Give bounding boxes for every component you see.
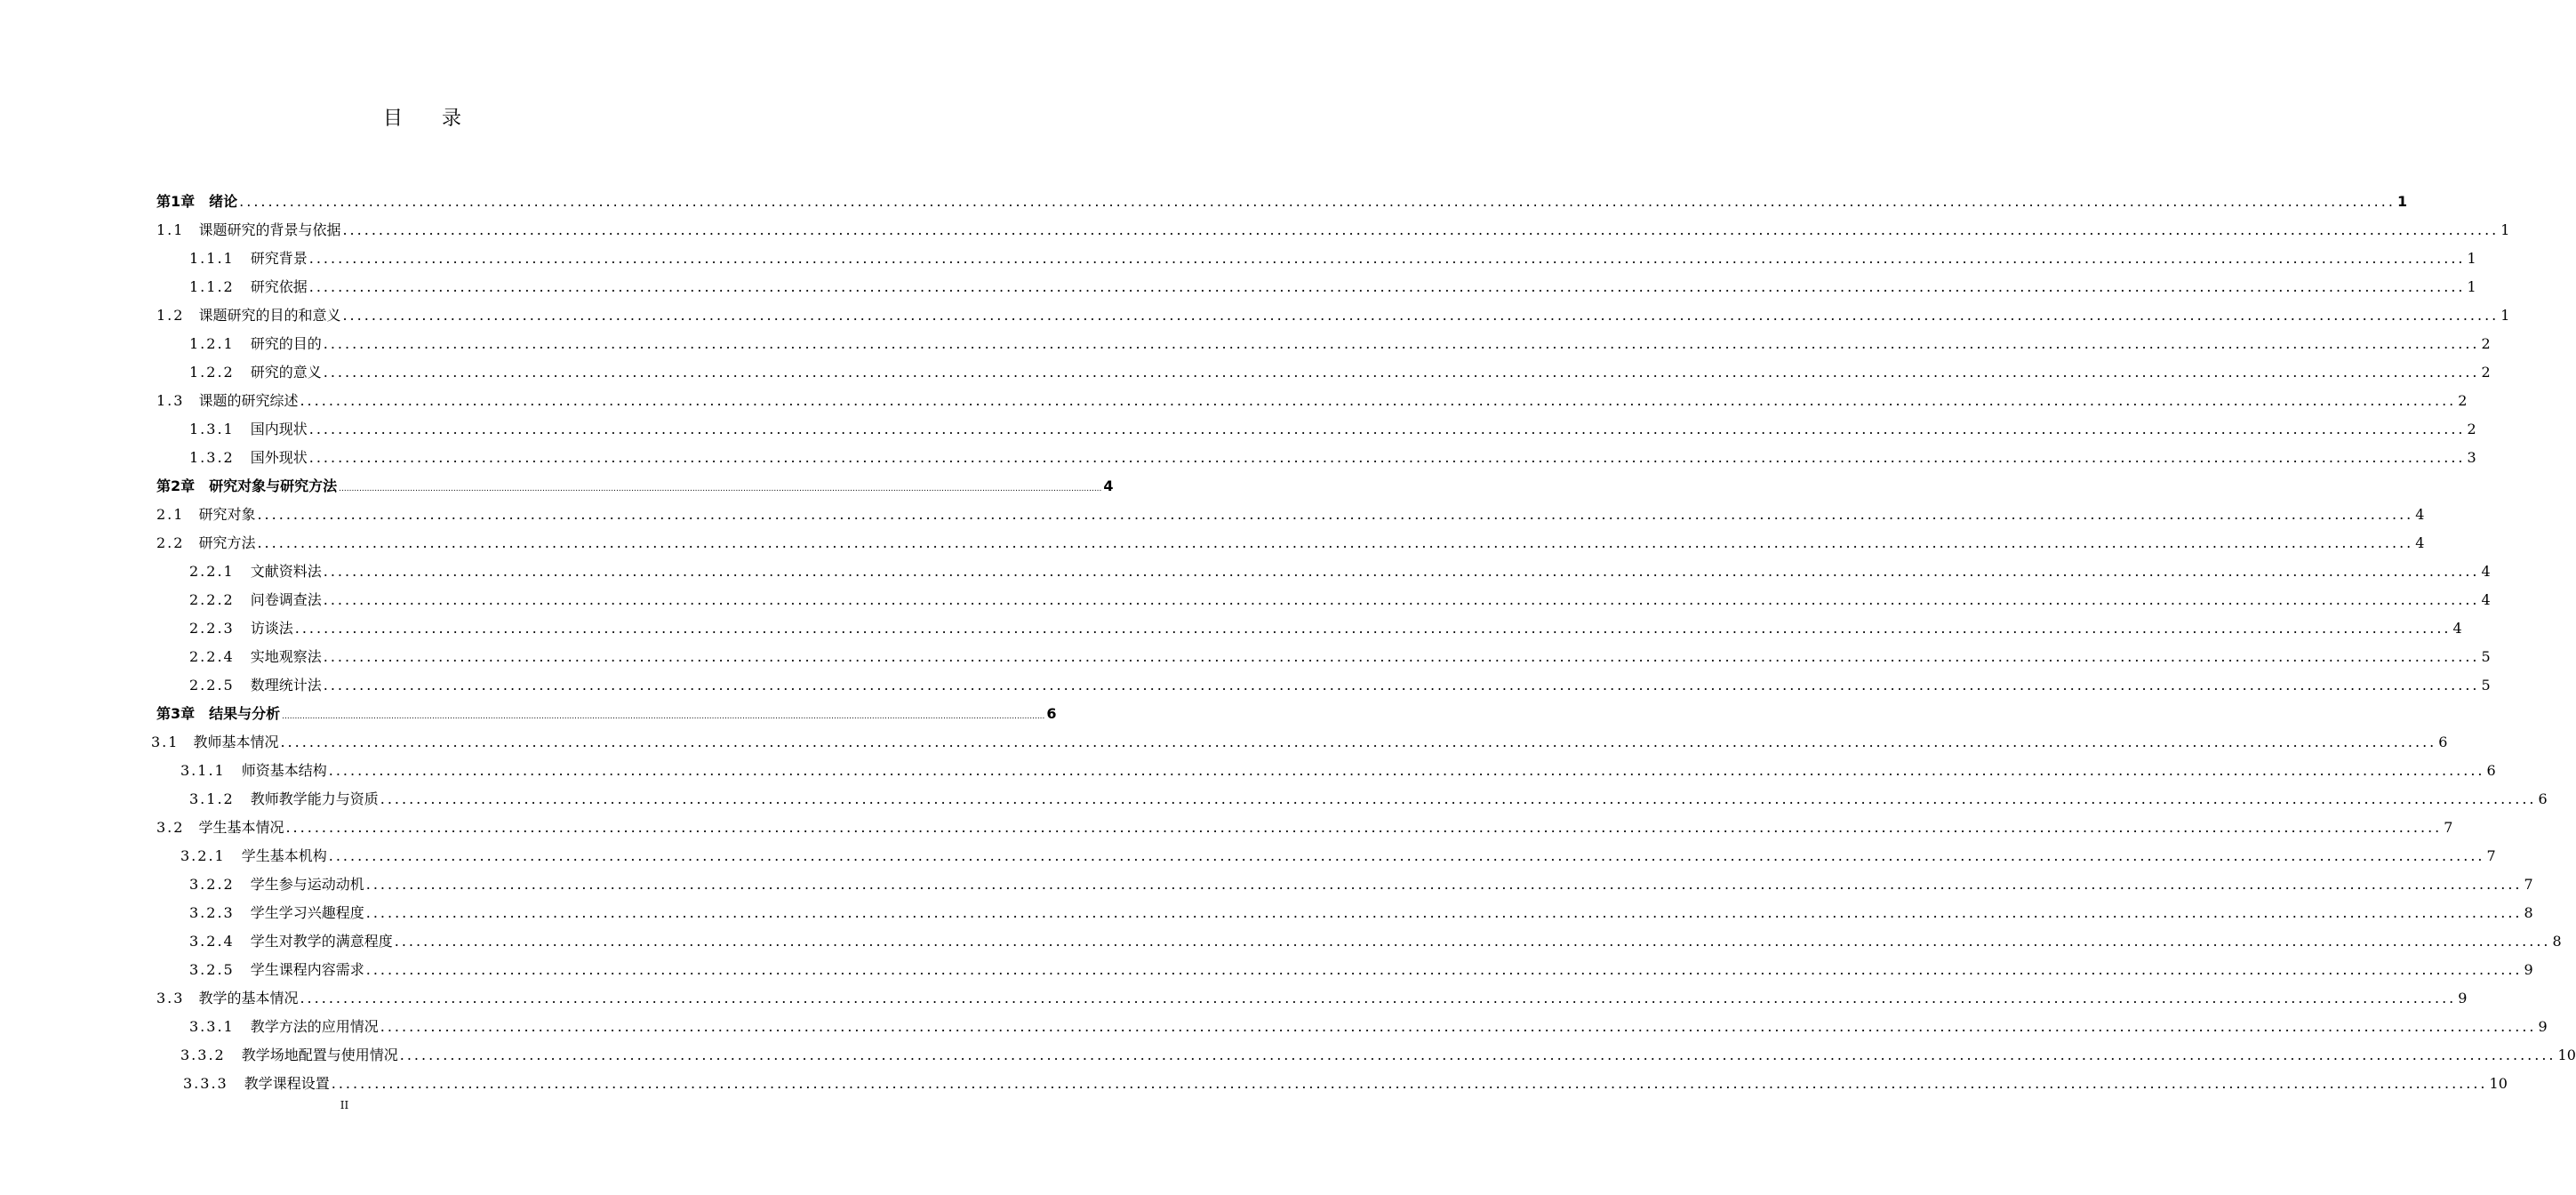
- toc-entry-title: 学生基本机构: [241, 847, 327, 864]
- toc-subsection-entry[interactable]: [189, 618, 2462, 639]
- toc-entry-number: 3.2.2: [189, 876, 235, 893]
- toc-subsection-entry[interactable]: [180, 760, 2496, 782]
- toc-dot-leader: ............................................................................................................................................................................................................................................................................................................: [394, 933, 2551, 950]
- toc-entry-number: 1.1: [156, 221, 185, 238]
- toc-entry-number: 3.2.5: [189, 961, 235, 978]
- toc-dot-leader: ............................................................................................................................................................................................................................................................................................................: [323, 648, 2480, 665]
- toc-page-number: 4: [2415, 506, 2425, 523]
- toc-entry-number: 3.3.2: [180, 1047, 226, 1063]
- toc-page-number: 4: [1103, 477, 1114, 494]
- toc-page-number: 8: [2552, 933, 2562, 950]
- toc-page-number: 6: [2538, 790, 2548, 807]
- page-title: [0, 103, 844, 131]
- toc-page-number: 9: [2458, 990, 2468, 1007]
- toc-dot-leader: ............................................................................................................................................................................................................................................................................................................: [323, 364, 2480, 381]
- toc-section-entry[interactable]: [151, 732, 2448, 753]
- toc-page-number: 9: [2524, 961, 2533, 978]
- toc-dot-leader: ............................................................................................................................................................................................................................................................................................................: [285, 819, 2443, 836]
- toc-entry-number: 2.2.3: [189, 620, 235, 637]
- toc-dot-leader: ............................................................................................................................................................................................................................................................................................................: [328, 847, 2485, 864]
- toc-subsection-entry[interactable]: [189, 646, 2491, 668]
- toc-entry-number: 2.2: [156, 534, 185, 551]
- toc-dot-leader: ............................................................................................................................................................................................................................................................................................................: [365, 876, 2523, 893]
- toc-entry-number: 2.2.2: [189, 591, 235, 608]
- toc-entry-number: 第2章: [156, 477, 196, 494]
- page-number-footer: II: [340, 1099, 349, 1111]
- toc-subsection-entry[interactable]: [180, 1045, 2576, 1066]
- toc-entry-number: 3.2.1: [180, 847, 226, 864]
- toc-entry-title: 研究背景: [250, 250, 308, 267]
- toc-entry-number: 3.3: [156, 990, 185, 1007]
- toc-chapter-entry[interactable]: [156, 703, 1057, 725]
- toc-dot-leader: ............................................................................................................................................................................................................................................................................................................: [380, 1018, 2537, 1035]
- toc-dot-leader: ............................................................................................................................................................................................................................................................................................................: [328, 762, 2485, 779]
- toc-entry-title: 师资基本结构: [241, 762, 327, 779]
- toc-dot-leader: ............................................................................................................................................................................................................................................................................................................: [308, 421, 2466, 437]
- toc-section-entry[interactable]: [156, 504, 2425, 525]
- toc-page-number: 1: [2467, 278, 2476, 295]
- toc-page-number: 10: [2557, 1047, 2576, 1063]
- toc-page-number: 1: [2500, 307, 2510, 324]
- toc-entry-title: 教师教学能力与资质: [250, 790, 379, 807]
- toc-entry-title: 国外现状: [250, 449, 308, 466]
- toc-dot-leader: ............................................................................................................................................................................................................................................................................................................: [257, 506, 2414, 523]
- toc-entry-title: 研究对象: [198, 506, 256, 523]
- toc-dot-leader: ............................................................................................................................................................................................................................................................................................................: [300, 990, 2457, 1007]
- toc-section-entry[interactable]: [156, 220, 2510, 241]
- toc-entry-number: 1.3.2: [189, 449, 235, 466]
- toc-subsection-entry[interactable]: [189, 419, 2476, 440]
- toc-dot-leader: ............................................................................................................................................................................................................................................................................................................: [308, 250, 2466, 267]
- toc-page-number: 3: [2467, 449, 2476, 466]
- toc-entry-number: 1.1.2: [189, 278, 235, 295]
- toc-page-number: 1: [2500, 221, 2510, 238]
- toc-page-number: 7: [2524, 876, 2533, 893]
- toc-entry-title: 研究对象与研究方法: [209, 477, 338, 494]
- toc-entry-number: 第3章: [156, 705, 196, 722]
- toc-dot-leader: ............................................................................................................................................................................................................................................................................................................: [300, 392, 2457, 409]
- toc-page-number: 6: [2438, 734, 2448, 750]
- toc-subsection-entry[interactable]: [189, 333, 2491, 355]
- toc-entry-title: 研究方法: [198, 534, 256, 551]
- toc-entry-title: 学生基本情况: [198, 819, 284, 836]
- toc-entry-title: 教师基本情况: [193, 734, 279, 750]
- toc-entry-title: 研究的意义: [250, 364, 322, 381]
- toc-subsection-entry[interactable]: [189, 675, 2491, 696]
- toc-entry-number: 3.1.1: [180, 762, 226, 779]
- toc-entry-number: 3.1.2: [189, 790, 235, 807]
- toc-entry-number: 3.3.3: [183, 1075, 228, 1092]
- toc-page-number: 4: [2481, 591, 2491, 608]
- toc-subsection-entry[interactable]: [189, 447, 2476, 469]
- toc-entry-number: 1.3: [156, 392, 185, 409]
- toc-entry-title: 学生参与运动动机: [250, 876, 364, 893]
- toc-dot-leader: ............................................................................................................................................................................................................................................................................................................: [308, 449, 2466, 466]
- toc-page-number: 10: [2489, 1075, 2508, 1092]
- toc-page-number: 6: [2486, 762, 2496, 779]
- toc-entry-number: 2.2.1: [189, 563, 235, 580]
- toc-dot-leader: ............................................................................................................................................................................................................................................................................................................: [323, 591, 2480, 608]
- toc-subsection-entry[interactable]: [180, 846, 2496, 867]
- toc-entry-title: 教学场地配置与使用情况: [241, 1047, 398, 1063]
- toc-section-entry[interactable]: [156, 390, 2468, 412]
- toc-entry-number: 1.3.1: [189, 421, 235, 437]
- title-char-2: 录: [442, 108, 462, 130]
- toc-entry-title: 实地观察法: [250, 648, 322, 665]
- toc-chapter-entry[interactable]: [156, 476, 1114, 497]
- toc-entry-title: 教学方法的应用情况: [250, 1018, 379, 1035]
- toc-entry-number: 3.3.1: [189, 1018, 235, 1035]
- toc-page-number: 2: [2467, 421, 2476, 437]
- toc-entry-number: 第1章: [156, 193, 196, 210]
- toc-dot-leader: ............................................................................................................................................................................................................................................................................................................: [282, 712, 1045, 721]
- toc-dot-leader: ............................................................................................................................................................................................................................................................................................................: [399, 1047, 2556, 1063]
- toc-page-number: 7: [2486, 847, 2496, 864]
- toc-page-number: 4: [2452, 620, 2462, 637]
- toc-entry-number: 3.2.3: [189, 904, 235, 921]
- toc-entry-number: 3.1: [151, 734, 180, 750]
- toc-entry-title: 问卷调查法: [250, 591, 322, 608]
- toc-page-number: 5: [2481, 648, 2491, 665]
- toc-entry-title: 教学的基本情况: [198, 990, 299, 1007]
- toc-entry-number: 2.1: [156, 506, 185, 523]
- toc-dot-leader: ............................................................................................................................................................................................................................................................................................................: [323, 677, 2480, 694]
- toc-subsection-entry[interactable]: [189, 902, 2533, 924]
- toc-subsection-entry[interactable]: [189, 561, 2491, 582]
- toc-page-number: 4: [2481, 563, 2491, 580]
- toc-page-number: 1: [2396, 193, 2408, 210]
- title-char-1: 目: [382, 108, 403, 130]
- toc-chapter-entry[interactable]: [156, 191, 2408, 213]
- toc-entry-title: 学生对教学的满意程度: [250, 933, 393, 950]
- toc-entry-title: 研究的目的: [250, 335, 322, 352]
- toc-entry-title: 文献资料法: [250, 563, 322, 580]
- toc-subsection-entry[interactable]: [189, 277, 2476, 298]
- toc-page-number: 7: [2444, 819, 2453, 836]
- toc-page-number: 1: [2467, 250, 2476, 267]
- toc-dot-leader: ............................................................................................................................................................................................................................................................................................................: [365, 961, 2523, 978]
- toc-dot-leader: ............................................................................................................................................................................................................................................................................................................: [365, 904, 2523, 921]
- toc-entry-title: 学生学习兴趣程度: [250, 904, 364, 921]
- toc-entry-title: 教学课程设置: [244, 1075, 330, 1092]
- toc-entry-number: 1.2.2: [189, 364, 235, 381]
- toc-page-number: 2: [2458, 392, 2468, 409]
- toc-subsection-entry[interactable]: [189, 959, 2533, 981]
- toc-entry-title: 绪论: [209, 193, 238, 210]
- toc-entry-title: 课题研究的背景与依据: [198, 221, 341, 238]
- toc-page-number: 5: [2481, 677, 2491, 694]
- toc-page-number: 6: [1046, 705, 1057, 722]
- toc-entry-number: 1.2.1: [189, 335, 235, 352]
- toc-subsection-entry[interactable]: [183, 1073, 2508, 1095]
- toc-section-entry[interactable]: [156, 817, 2453, 838]
- toc-section-entry[interactable]: [156, 533, 2425, 554]
- toc-dot-leader: ............................................................................................................................................................................................................................................................................................................: [257, 534, 2414, 551]
- toc-subsection-entry[interactable]: [189, 589, 2491, 611]
- toc-entry-title: 课题研究的目的和意义: [198, 307, 341, 324]
- toc-entry-title: 国内现状: [250, 421, 308, 437]
- toc-dot-leader: ............................................................................................................................................................................................................................................................................................................: [331, 1075, 2488, 1092]
- toc-entry-title: 课题的研究综述: [198, 392, 299, 409]
- toc-page-number: 2: [2481, 364, 2491, 381]
- toc-subsection-entry[interactable]: [189, 789, 2548, 810]
- toc-subsection-entry[interactable]: [189, 874, 2533, 895]
- toc-page-number: 9: [2538, 1018, 2548, 1035]
- toc-entry-number: 3.2.4: [189, 933, 235, 950]
- toc-dot-leader: ............................................................................................................................................................................................................................................................................................................: [342, 307, 2500, 324]
- toc-subsection-entry[interactable]: [189, 1016, 2548, 1038]
- toc-subsection-entry[interactable]: [189, 362, 2491, 383]
- toc-entry-number: 2.2.4: [189, 648, 235, 665]
- toc-entry-number: 1.1.1: [189, 250, 235, 267]
- toc-entry-number: 1.2: [156, 307, 185, 324]
- toc-section-entry[interactable]: [156, 988, 2468, 1009]
- toc-dot-leader: ............................................................................................................................................................................................................................................................................................................: [339, 485, 1102, 493]
- toc-dot-leader: ............................................................................................................................................................................................................................................................................................................: [280, 734, 2437, 750]
- toc-entry-title: 访谈法: [250, 620, 293, 637]
- toc-entry-title: 结果与分析: [209, 705, 281, 722]
- toc-dot-leader: ............................................................................................................................................................................................................................................................................................................: [323, 563, 2480, 580]
- toc-section-entry[interactable]: [156, 305, 2510, 326]
- toc-page-number: 4: [2415, 534, 2425, 551]
- toc-dot-leader: ............................................................................................................................................................................................................................................................................................................: [239, 193, 2396, 210]
- toc-dot-leader: ............................................................................................................................................................................................................................................................................................................: [294, 620, 2452, 637]
- toc-subsection-entry[interactable]: [189, 931, 2562, 952]
- toc-entry-number: 2.2.5: [189, 677, 235, 694]
- toc-subsection-entry[interactable]: [189, 248, 2476, 269]
- toc-entry-number: 3.2: [156, 819, 185, 836]
- toc-entry-title: 数理统计法: [250, 677, 322, 694]
- toc-entry-title: 学生课程内容需求: [250, 961, 364, 978]
- toc-dot-leader: ............................................................................................................................................................................................................................................................................................................: [380, 790, 2537, 807]
- toc-dot-leader: ............................................................................................................................................................................................................................................................................................................: [342, 221, 2500, 238]
- toc-dot-leader: ............................................................................................................................................................................................................................................................................................................: [323, 335, 2480, 352]
- toc-dot-leader: ............................................................................................................................................................................................................................................................................................................: [308, 278, 2466, 295]
- toc-entry-title: 研究依据: [250, 278, 308, 295]
- toc-page-number: 2: [2481, 335, 2491, 352]
- toc-page-number: 8: [2524, 904, 2533, 921]
